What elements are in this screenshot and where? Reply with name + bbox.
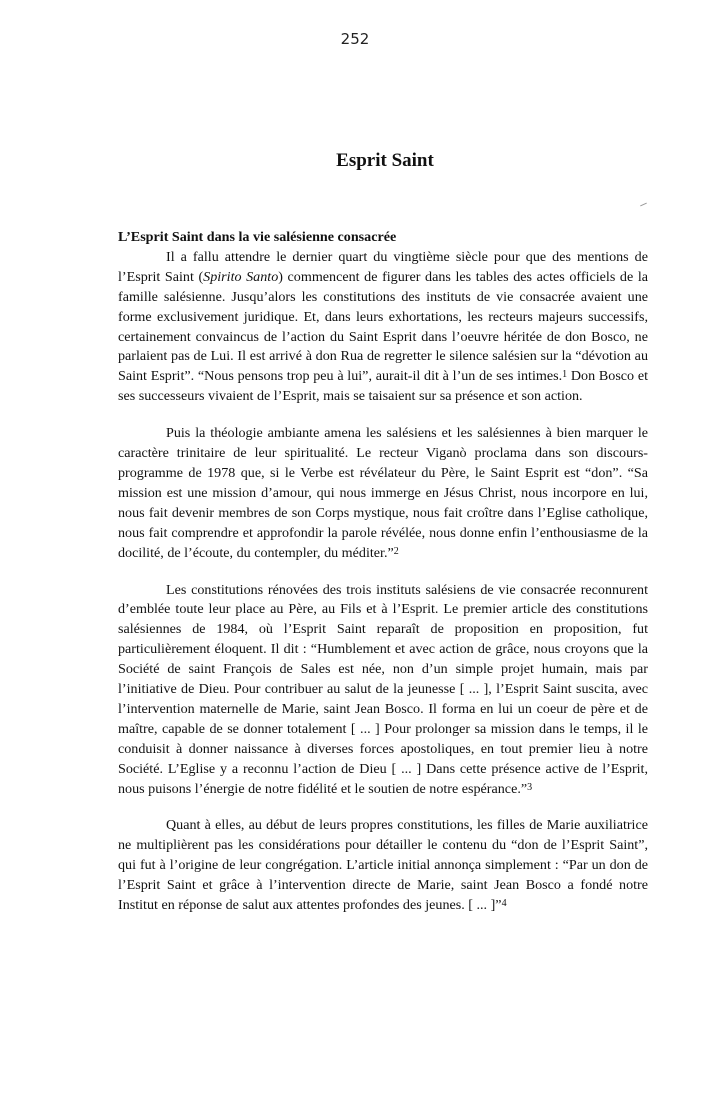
paragraph-3-text: Les constitutions rénovées des trois instituts salésiens de vie consacrée reconnurent d’emblée toute leur place au Père, au Fils et à l’Esprit. Le premier article des constitutions salésiennes de 1984, où l’Esprit Saint reparaît de proposition en proposition, fut particulièrement éloquent. Il dit : “Humblement et avec action de grâce, nous croyons que la Société de saint François de Sales est née, non d’un simple projet humain, mais par l’initiative de Dieu. Pour contribuer au salut de la jeunesse [ ... ], l’Esprit Saint suscita, avec l’intervention maternelle de Marie, saint Jean Bosco. Il forma en lui un coeur de père et de maître, capable de se donner totalement [ ... ] Pour prolonger sa mission dans le temps, il le conduisit à donner naissance à diverses forces apostoliques, en tout premier lieu à notre Société. L’Eglise y a reconnu l’action de Dieu [ ... ] Dans cette présence active de l’Esprit, nous puisons l’énergie de notre fidélité et le soutien de notre espérance.” — [118, 581, 648, 797]
section-heading: L’Esprit Saint dans la vie salésienne consacrée — [118, 229, 397, 245]
paragraph-2-text: Puis la théologie ambiante amena les salésiens et les salésiennes à bien marquer le caractère trinitaire de leur spiritualité. Le recteur Viganò proclama dans son discours-programme de 1978 que, si le Verbe est révélateur du Père, le Saint Esprit est “don”. “Sa mission est une mission d’amour, qui nous immerge en Jésus Christ, nous incorpore en lui, nous fait devenir membres de son Corps mystique, nous fait croître dans l’Eglise catholique, nous fait comprendre et approfondir la parole révélée, nous donne enfin l’enthousiasme de la docilité, de l’écoute, du contempler, du méditer.” — [118, 425, 648, 561]
paragraph-2 — [118, 424, 648, 563]
footnote-marker-1: 1 — [562, 369, 568, 381]
paragraph-1 — [118, 248, 648, 407]
paragraph-4 — [118, 816, 648, 916]
footnote-marker-4: 4 — [501, 898, 507, 910]
paragraph-1-italic: Spirito Santo — [203, 268, 279, 285]
body-text — [118, 228, 648, 916]
footnote-marker-3: 3 — [527, 781, 533, 793]
paragraph-1-text: Il a fallu attendre le dernier quart du vingtième siècle pour que des mentions de l’Esprit Saint ( — [118, 248, 648, 285]
paragraph-4-text: Quant à elles, au début de leurs propres constitutions, les filles de Marie auxiliatrice ne multiplièrent pas les considérations pour détailler le contenu du “don de l’Esprit Saint”, qui fut à l’origine de leur congrégation. L’article initial annonça simplement : “Par un don de l’Esprit Saint et grâce à l’intervention directe de Marie, saint Jean Bosco a fondé notre Institut en réponse de salut aux attentes profondes des jeunes. [ ... ]” — [118, 817, 648, 914]
paragraph-1-text-end: Don Bosco et ses successeurs vivaient de l’Esprit, mais se taisaient sur sa présence et son action. — [118, 368, 649, 405]
paragraph-3 — [118, 581, 648, 800]
chapter-title: Esprit Saint — [336, 150, 434, 171]
margin-mark — [640, 203, 647, 207]
footnote-marker-2: 2 — [393, 545, 399, 557]
paragraph-1-text-after: ) commencent de figurer dans les tables des actes officiels de la famille salésienne. Jusqu’alors les constitutions des instituts de vie consacrée avaient une forme exclusivement juridique. Et, dans leurs exhortations, les recteurs majeurs successifs, certainement convaincus de l’action du Saint Esprit dans l’oeuvre héritée de don Bosco, ne parlaient pas de Lui. Il est arrivé à don Rua de regretter le silence salésien sur la “dévotion au Saint Esprit”. “Nous pensons trop peu à lui”, aurait-il dit à l’un de ses intimes. — [118, 268, 648, 385]
page-number: 252 — [340, 30, 370, 48]
